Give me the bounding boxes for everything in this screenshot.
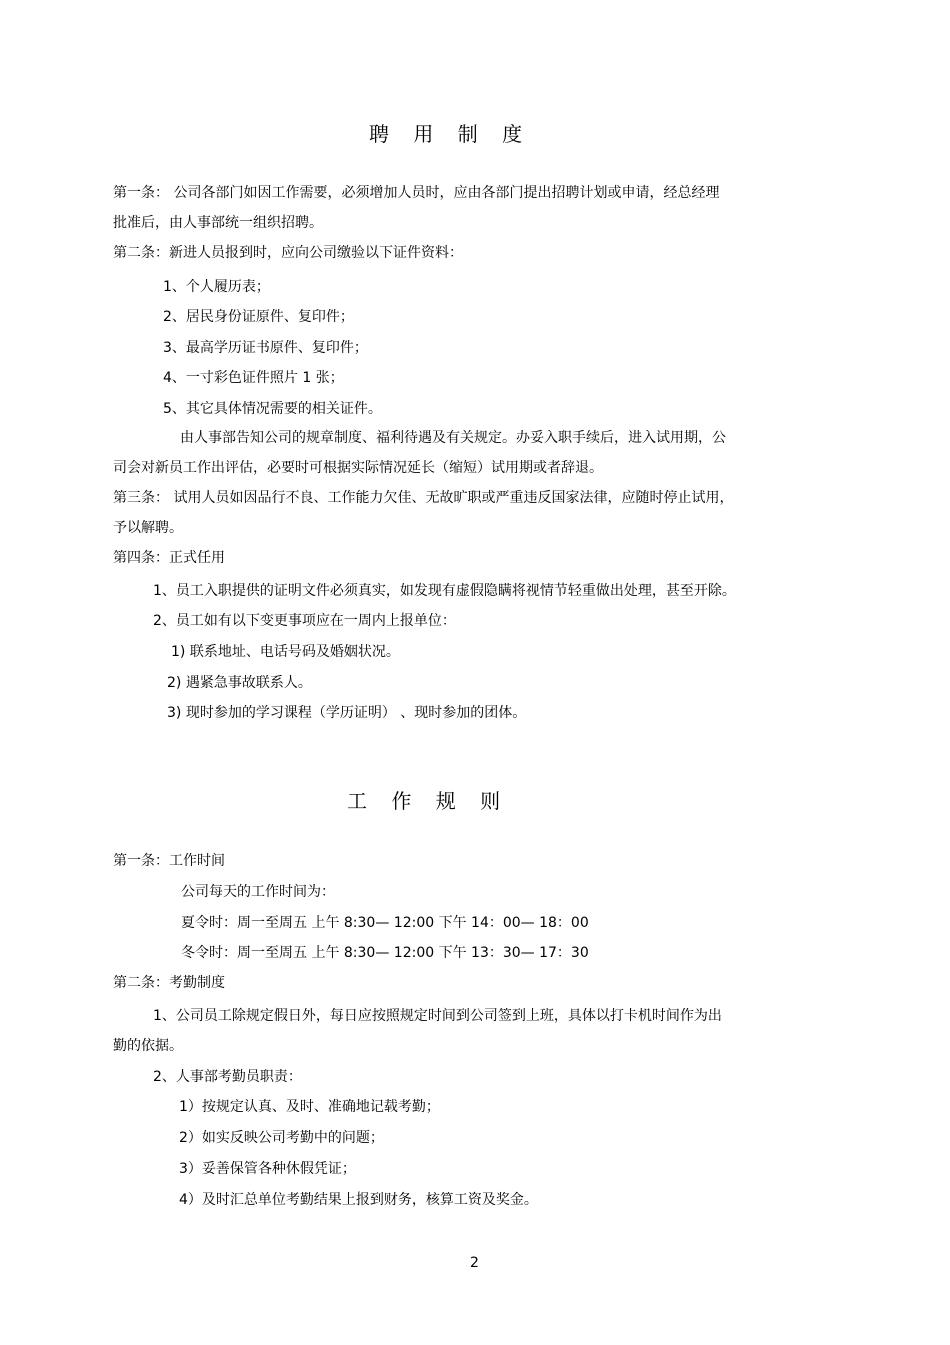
- attendance-item2: 2、人事部考勤员职责：: [153, 1069, 302, 1085]
- change-item: 1) 联系地址、电话号码及婚姻状况。: [171, 644, 400, 660]
- document-list-item: 5、其它具体情况需要的相关证件。: [163, 401, 382, 417]
- clerk-duty-item: 2）如实反映公司考勤中的问题；: [179, 1130, 384, 1146]
- clerk-duty-item: 3）妥善保管各种休假凭证；: [179, 1161, 356, 1177]
- work-rules-article2-heading: 第二条：考勤制度: [113, 975, 225, 991]
- attendance-item1-line2: 勤的依据。: [113, 1038, 183, 1054]
- working-hours-intro: 公司每天的工作时间为：: [181, 884, 335, 900]
- change-item: 3) 现时参加的学习课程（学历证明） 、现时参加的团体。: [167, 705, 527, 721]
- hiring-article1-line2: 批准后，由人事部统一组织招聘。: [113, 215, 323, 231]
- document-list-item: 4、一寸彩色证件照片 1 张；: [163, 370, 344, 386]
- hiring-article1-line1: 第一条： 公司各部门如因工作需要，必须增加人员时，应由各部门提出招聘计划或申请，经总经理: [113, 185, 720, 201]
- page-number: 2: [470, 1255, 479, 1271]
- winter-hours: 冬令时：周一至周五 上午 8:30— 12:00 下午 13：30— 17：30: [181, 945, 589, 961]
- hiring-article3-line1: 第三条： 试用人员如因品行不良、工作能力欠佳、无故旷职或严重违反国家法律，应随时停止试用，: [113, 490, 734, 506]
- clerk-duty-item: 1）按规定认真、及时、准确地记载考勤；: [179, 1099, 440, 1115]
- hiring-article3-line2: 予以解聘。: [113, 520, 183, 536]
- hiring-article4-heading: 第四条：正式任用: [113, 550, 225, 566]
- summer-hours: 夏令时：周一至周五 上午 8:30— 12:00 下午 14：00— 18：00: [181, 915, 589, 931]
- hiring-article2-heading: 第二条：新进人员报到时，应向公司缴验以下证件资料：: [113, 245, 463, 261]
- document-list-item: 2、居民身份证原件、复印件；: [163, 309, 354, 325]
- hiring-title: 聘 用 制 度: [369, 122, 532, 146]
- work-rules-article1-heading: 第一条：工作时间: [113, 853, 225, 869]
- clerk-duty-item: 4）及时汇总单位考勤结果上报到财务，核算工资及奖金。: [179, 1192, 538, 1208]
- document-list-item: 3、最高学历证书原件、复印件；: [163, 340, 368, 356]
- document-list-item: 1、个人履历表；: [163, 279, 270, 295]
- attendance-item1-line1: 1、公司员工除规定假日外，每日应按照规定时间到公司签到上班，具体以打卡机时间作为出: [153, 1008, 722, 1024]
- hiring-article2-paragraph-line1: 由人事部告知公司的规章制度、福利待遇及有关规定。办妥入职手续后，进入试用期，公: [180, 430, 726, 446]
- hiring-article4-item2: 2、员工如有以下变更事项应在一周内上报单位：: [153, 613, 456, 629]
- change-item: 2) 遇紧急事故联系人。: [167, 675, 312, 691]
- work-rules-title: 工 作 规 则: [347, 789, 510, 813]
- hiring-article4-item1: 1、员工入职提供的证明文件必须真实，如发现有虚假隐瞒将视情节轻重做出处理，甚至开除。: [153, 583, 736, 599]
- hiring-article2-paragraph-line2: 司会对新员工作出评估，必要时可根据实际情况延长（缩短）试用期或者辞退。: [113, 460, 603, 476]
